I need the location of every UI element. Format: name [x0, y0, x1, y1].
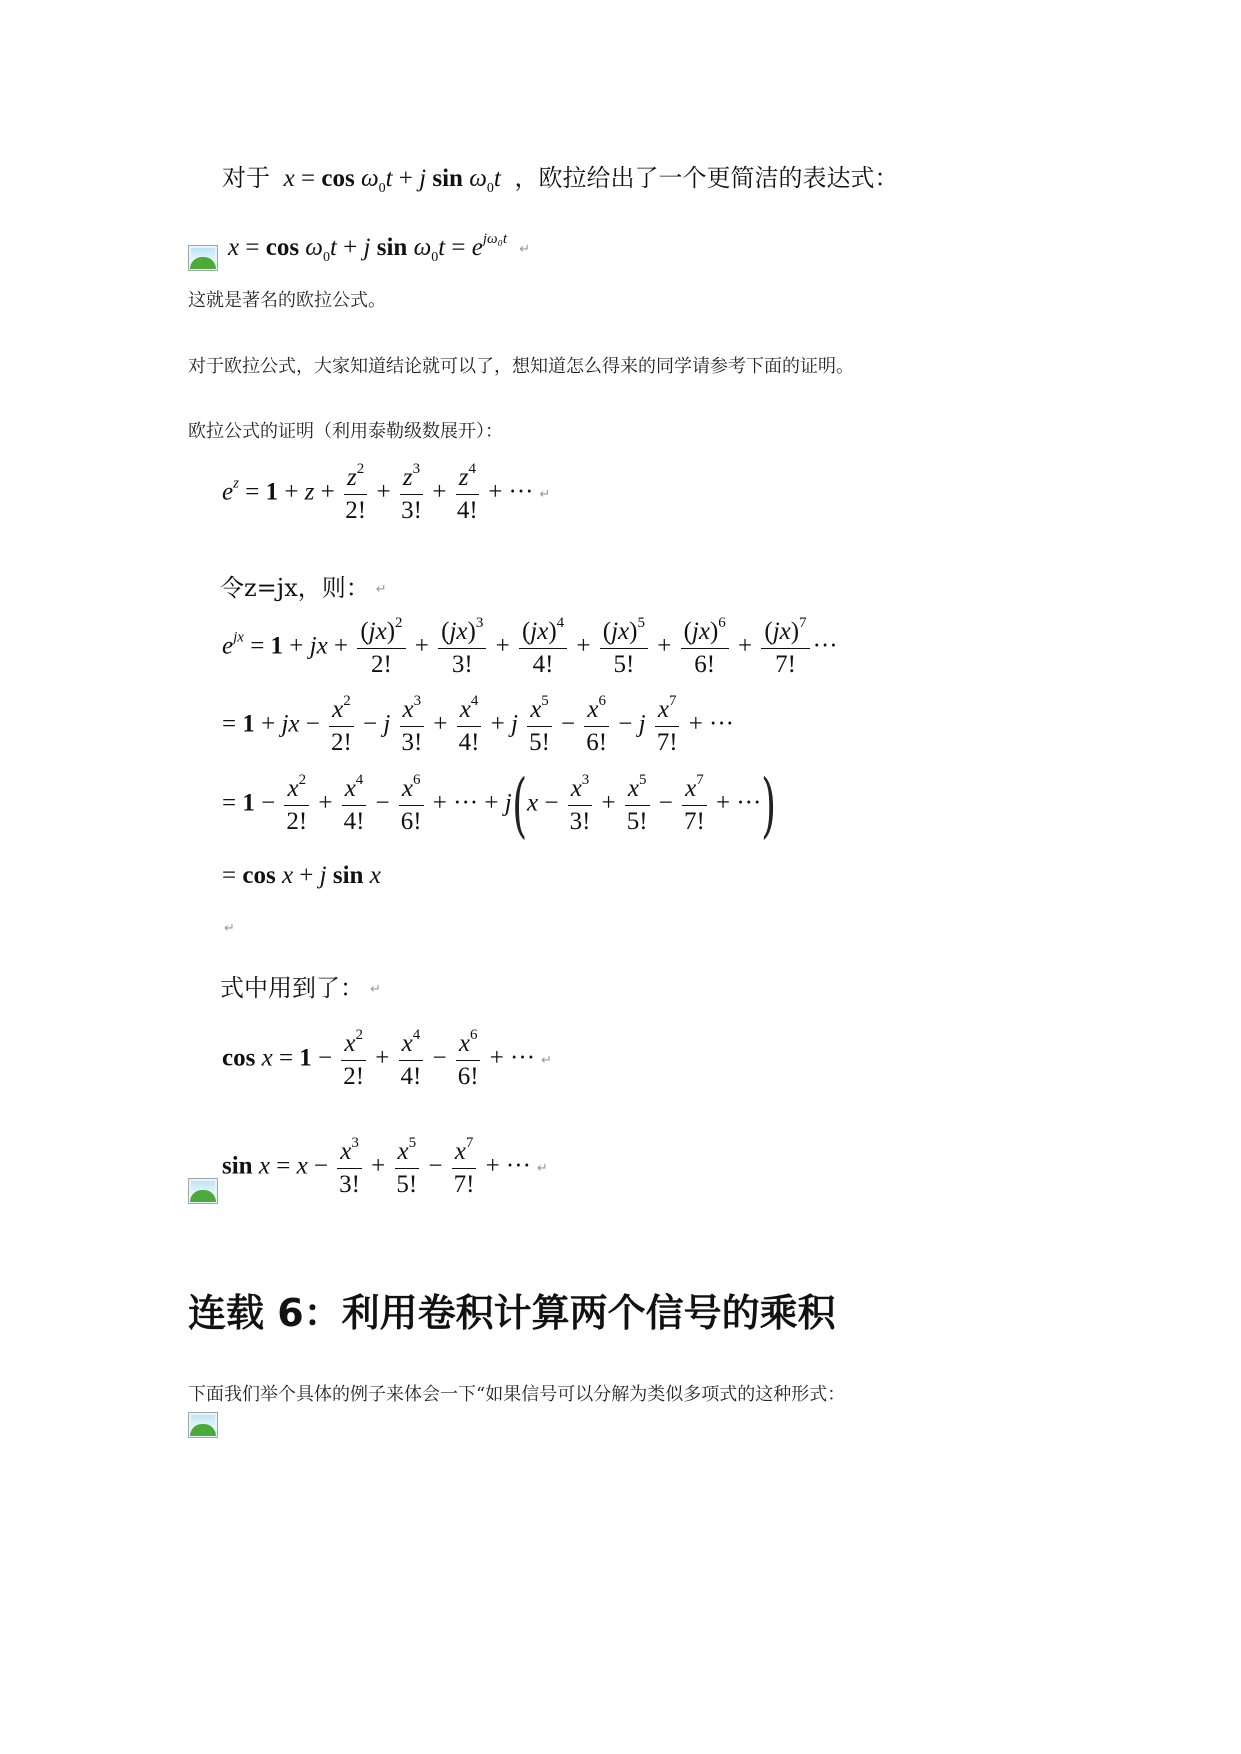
derivation-line-4: = cos x + j sin x: [222, 862, 381, 889]
exp-series-formula: $e^z = 1 + z$ + $\frac{z^2}{2!}$ + $\frac{z^3}{3!}$ + $\frac{z^4}{4!}$ + ··· ↵: [222, 461, 551, 524]
intro-suffix: ，欧拉给出了一个更简洁的表达式：: [514, 164, 899, 192]
cos-series-formula: cos x = 1 − $\frac{x^2}{2!}$ + $\frac{x^4}{4!}$ − $\frac{x^6}{6!}$ + ··· ↵: [222, 1027, 552, 1090]
section-heading: 连载 6：利用卷积计算两个信号的乘积: [188, 1291, 836, 1335]
derivation-line-2: = 1 + jx − $\frac{x^2}{2!}$ − j $\frac{x^3}{3!}$ + $\frac{x^4}{4!}$ + j $\frac{x^5}{5!}$ − $\frac{x^6}{6!}$ − j $\frac{x^7}{7!}$ + ···: [222, 693, 735, 756]
return-mark: ↵: [519, 241, 531, 257]
image-placeholder-icon: [188, 1178, 218, 1204]
intro-prefix: 对于: [222, 164, 270, 192]
image-placeholder-icon: [188, 1412, 218, 1438]
intro-line: [222, 158, 898, 197]
image-placeholder-icon: [188, 245, 218, 271]
euler-formula: $x = \cos \omega_0t + j$ $\sin \omega_0t = e^{j\omega_0t}$ ↵: [228, 231, 531, 265]
paragraph-example: 下面我们举个具体的例子来体会一下“如果信号可以分解为类似多项式的这种形式：: [188, 1384, 846, 1405]
empty-return-line: ↵: [224, 921, 235, 936]
sin-series-formula: sin x = x − $\frac{x^3}{3!}$ + $\frac{x^5}{5!}$ − $\frac{x^7}{7!}$ + ··· ↵: [222, 1135, 548, 1198]
used-text: 式中用到了： ↵: [220, 974, 381, 1002]
intro-formula: $x = \cos \omega_0t + j$ $\sin \omega_0t$: [283, 165, 501, 196]
derivation-line-3: = 1 − $\frac{x^2}{2!}$ + $\frac{x^4}{4!}$ − $\frac{x^6}{6!}$ + ··· + j(x − $\frac{x^3}{3!}$ + $\frac{x^5}{5!}$ − $\frac{x^7}{7!}$ + ···): [222, 764, 777, 846]
derivation-line-1: $e^{jx} = 1$ + jx + $\frac{(jx)^2}{2!}$ + $\frac{(jx)^3}{3!}$ + $\frac{(jx)^4}{4!}$ + $\frac{(jx)^5}{5!}$ + $\frac{(jx)^6}{6!}$ + $\frac{(jx)^7}{7!}$ ···: [222, 615, 838, 678]
paragraph-proof-title: 欧拉公式的证明（利用泰勒级数展开）：: [188, 421, 503, 442]
paragraph-famous: 这就是著名的欧拉公式。: [188, 290, 386, 311]
paragraph-conclusion: 对于欧拉公式，大家知道结论就可以了，想知道怎么得来的同学请参考下面的证明。: [188, 356, 854, 377]
let-z-text: 令z=jx，则： ↵: [220, 574, 387, 602]
